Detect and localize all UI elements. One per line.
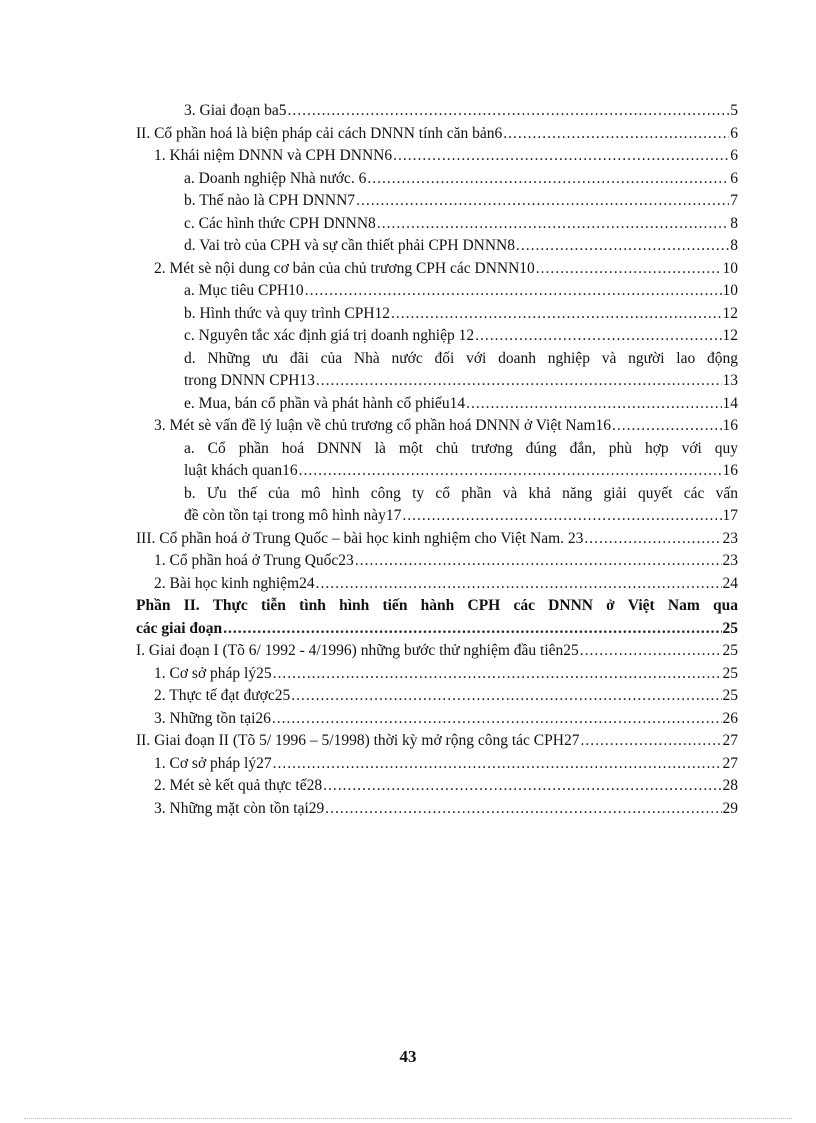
dot-leader	[287, 100, 729, 123]
toc-entry[interactable]	[136, 798, 738, 821]
toc-entry[interactable]	[136, 483, 738, 528]
dot-leader	[323, 775, 721, 798]
toc-entry-title: 1. Cơ sở pháp lý27	[154, 754, 272, 772]
toc-entry-row	[154, 775, 738, 798]
toc-entry-title: b. Thế nào là CPH DNNN7	[184, 192, 356, 209]
toc-entry-page: 17	[722, 507, 738, 524]
dot-leader	[316, 370, 722, 393]
toc-entry-page: 16	[722, 462, 738, 479]
dot-leader	[584, 528, 721, 551]
toc-entry-title: 3. Những tồn tại26	[154, 709, 271, 727]
toc-entry[interactable]	[136, 393, 738, 416]
toc-entry[interactable]	[136, 415, 738, 438]
toc-entry[interactable]	[136, 190, 738, 213]
toc-entry[interactable]	[136, 550, 738, 573]
toc-entry-row	[184, 190, 738, 213]
toc-entry[interactable]	[136, 100, 738, 123]
toc-entry-row	[136, 528, 738, 551]
toc-entry-row	[154, 798, 738, 821]
toc-entry-page: 25	[722, 664, 738, 682]
toc-entry-page: 5	[730, 102, 738, 119]
toc-entry-page: 6	[730, 147, 738, 164]
dot-leader	[377, 213, 729, 236]
toc-entry-row	[154, 550, 738, 573]
toc-entry-page: 10	[722, 282, 738, 299]
toc-entry-title: 3. Mét sè vấn đề lý luận về chủ trương cổ phần hoá DNNN ở Việt Nam16	[154, 417, 612, 434]
toc-entry-row	[184, 325, 738, 348]
toc-entry-title: c. Các hình thức CPH DNNN8	[184, 214, 376, 232]
toc-entry-row	[184, 235, 738, 258]
toc-entry-row	[154, 415, 738, 438]
toc-entry-title: a. Mục tiêu CPH10	[184, 282, 304, 299]
toc-entry-page: 12	[722, 304, 738, 322]
dot-leader	[612, 415, 721, 438]
toc-entry-row	[184, 505, 738, 528]
toc-entry-title: trong DNNN CPH13	[184, 372, 315, 389]
toc-entry[interactable]	[136, 528, 738, 551]
dot-leader	[356, 190, 729, 213]
toc-entry-row	[154, 753, 738, 776]
toc-entry-row	[154, 145, 738, 168]
toc-entry[interactable]	[136, 753, 738, 776]
toc-entry[interactable]	[136, 640, 738, 663]
toc-entry[interactable]	[136, 663, 738, 686]
toc-entry-row	[154, 685, 738, 708]
toc-entry-page: 26	[722, 709, 738, 727]
toc-entry[interactable]	[136, 213, 738, 236]
dot-leader	[273, 753, 722, 776]
toc-entry-row	[136, 123, 738, 146]
toc-entry-page: 14	[722, 394, 738, 412]
toc-entry-title: các giai đoạn	[136, 619, 223, 637]
toc-entry-row	[184, 168, 738, 191]
dot-leader	[391, 303, 721, 326]
toc-entry-row	[184, 213, 738, 236]
dot-leader	[273, 663, 722, 686]
toc-entry[interactable]	[136, 258, 738, 281]
toc-entry-title: 3. Những mặt còn tồn tại29	[154, 799, 325, 817]
toc-entry-page: 25	[722, 687, 738, 704]
toc-entry-title: 1. Cơ sở pháp lý25	[154, 664, 272, 682]
toc-entry-page: 8	[730, 214, 738, 232]
toc-entry[interactable]	[136, 325, 738, 348]
dot-leader	[580, 730, 721, 753]
toc-entry-row	[136, 730, 738, 753]
dot-leader	[402, 505, 721, 528]
toc-entry-title-line: b. Ưu thế của mô hình công ty cổ phần và khả năng giải quyết các vấn	[184, 484, 738, 502]
toc-entry[interactable]	[136, 303, 738, 326]
dot-leader	[503, 123, 729, 146]
toc-entry-page: 10	[722, 259, 738, 277]
toc-entry-title: 2. Mét sè kết quả thực tế28	[154, 777, 323, 794]
toc-entry-title: III. Cổ phần hoá ở Trung Quốc – bài học kinh nghiệm cho Việt Nam. 23	[136, 529, 584, 547]
dot-leader	[580, 640, 722, 663]
toc-entry-page: 27	[722, 732, 738, 749]
table-of-contents	[136, 100, 738, 820]
dot-leader	[299, 460, 722, 483]
toc-entry-page: 24	[722, 574, 738, 592]
toc-entry-page: 8	[730, 237, 738, 254]
toc-entry-row	[154, 258, 738, 281]
toc-entry-title: II. Cổ phần hoá là biện pháp cải cách DNNN tính căn bản6	[136, 124, 503, 142]
dot-leader	[466, 393, 721, 416]
dot-leader	[475, 325, 721, 348]
toc-entry-title: 1. Khái niệm DNNN và CPH DNNN6	[154, 147, 393, 164]
toc-entry[interactable]	[136, 280, 738, 303]
toc-entry[interactable]	[136, 730, 738, 753]
toc-entry[interactable]	[136, 168, 738, 191]
dot-leader	[355, 550, 722, 573]
toc-entry-row	[184, 100, 738, 123]
page-number: 43	[399, 1047, 417, 1066]
dot-leader	[316, 573, 722, 596]
toc-entry[interactable]	[136, 438, 738, 483]
toc-entry[interactable]	[136, 123, 738, 146]
dot-leader	[291, 685, 721, 708]
toc-entry-page: 29	[722, 799, 738, 817]
toc-entry-title: 2. Bài học kinh nghiệm24	[154, 574, 315, 592]
toc-entry-page: 25	[722, 619, 738, 637]
toc-entry[interactable]	[136, 708, 738, 731]
toc-entry-row	[136, 618, 738, 641]
toc-entry-title-line: a. Cổ phần hoá DNNN là một chủ trương đúng đắn, phù hợp với quy	[184, 439, 738, 457]
toc-entry-row	[154, 663, 738, 686]
dot-leader	[516, 235, 729, 258]
toc-entry-page: 16	[722, 417, 738, 434]
toc-entry-row	[184, 460, 738, 483]
dot-leader	[223, 618, 721, 641]
toc-entry-page: 6	[730, 124, 738, 142]
toc-entry-title-line: d. Những ưu đãi của Nhà nước đối với doanh nghiệp và người lao động	[184, 349, 738, 367]
toc-entry-page: 23	[722, 552, 738, 569]
toc-entry-title: II. Giai đoạn II (Tõ 5/ 1996 – 5/1998) thời kỳ mở rộng công tác CPH27	[136, 732, 580, 749]
toc-entry-row	[184, 303, 738, 326]
toc-entry-title: e. Mua, bán cổ phần và phát hành cổ phiếu14	[184, 394, 466, 412]
toc-entry[interactable]	[136, 235, 738, 258]
toc-entry-row	[154, 573, 738, 596]
dot-leader	[367, 168, 729, 191]
toc-entry-row	[136, 640, 738, 663]
toc-entry-page: 27	[722, 754, 738, 772]
toc-entry-title: c. Nguyên tắc xác định giá trị doanh nghiệp 12	[184, 327, 475, 344]
toc-entry[interactable]	[136, 775, 738, 798]
toc-entry-title: I. Giai đoạn I (Tõ 6/ 1992 - 4/1996) những bước thử nghiệm đầu tiên25	[136, 642, 579, 659]
toc-entry-page: 13	[722, 372, 738, 389]
toc-entry-page: 6	[730, 169, 738, 187]
toc-entry[interactable]	[136, 145, 738, 168]
toc-entry-title: 2. Mét sè nội dung cơ bản của chủ trương CPH các DNNN10	[154, 259, 535, 277]
dot-leader	[325, 798, 721, 821]
toc-entry-page: 12	[722, 327, 738, 344]
dot-leader	[393, 145, 729, 168]
toc-entry-page: 7	[730, 192, 738, 209]
toc-entry-title: d. Vai trò của CPH và sự cần thiết phải CPH DNNN8	[184, 237, 515, 254]
toc-entry[interactable]	[136, 685, 738, 708]
toc-entry-title: b. Hình thức và quy trình CPH12	[184, 304, 391, 322]
toc-entry-title: luật khách quan16	[184, 462, 298, 479]
bottom-dotted-rule	[24, 1118, 792, 1119]
toc-entry-title: đề còn tồn tại trong mô hình này17	[184, 507, 402, 524]
toc-entry[interactable]	[136, 595, 738, 640]
toc-entry-title: a. Doanh nghiệp Nhà nước. 6	[184, 169, 367, 187]
toc-entry-title: 2. Thực tế đạt được25	[154, 687, 291, 704]
toc-entry-row	[184, 393, 738, 416]
dot-leader	[536, 258, 722, 281]
toc-entry-page: 28	[722, 777, 738, 794]
toc-entry-row	[184, 280, 738, 303]
toc-entry[interactable]	[136, 573, 738, 596]
dot-leader	[272, 708, 722, 731]
toc-entry-title-line: Phần II. Thực tiễn tình hình tiến hành CPH các DNNN ở Việt Nam qua	[136, 597, 738, 614]
dot-leader	[305, 280, 722, 303]
toc-entry-page: 23	[722, 529, 738, 547]
toc-entry-title: 1. Cổ phần hoá ở Trung Quốc23	[154, 552, 354, 569]
toc-entry-page: 25	[722, 642, 738, 659]
toc-entry-row	[154, 708, 738, 731]
toc-entry-row	[184, 370, 738, 393]
toc-entry[interactable]	[136, 348, 738, 393]
toc-entry-title: 3. Giai đoạn ba5	[184, 102, 287, 119]
